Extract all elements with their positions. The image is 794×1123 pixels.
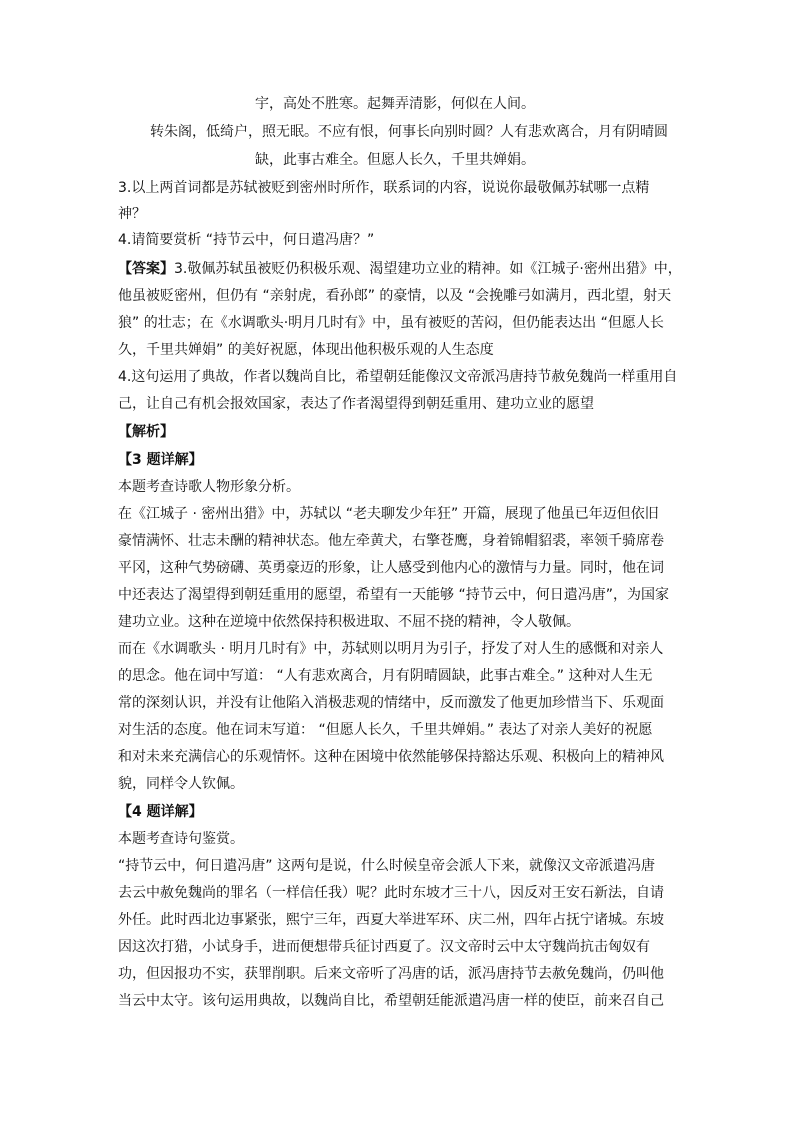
poem-line-3: 缺，此事古难全。但愿人长久，千里共婵娟。 xyxy=(255,152,535,168)
answer-line-1 xyxy=(118,256,682,282)
section-3-para-1-line-2: 豪情满怀、壮志未酬的精神状态。他左牵黄犬，右擎苍鹰，身着锦帽貂裘，率领千骑席卷 xyxy=(118,533,664,549)
section-3-para-1-line-3: 平冈，这种气势磅礴、英勇豪迈的形象，让人感受到他内心的激情与力量。同时，他在词 xyxy=(118,560,664,576)
question-3-line-1: 3.以上两首词都是苏轼被贬到密州时所作，联系词的内容，说说你最敬佩苏轼哪一点精 xyxy=(118,180,650,196)
answer-4-line-2: 己，让自己有机会报效国家，表达了作者渴望得到朝廷重用、建功立业的愿望 xyxy=(118,396,594,412)
section-4-para-line-4: 因这次打猎，小试身手，进而便想带兵征讨西夏了。汉文帝时云中太守魏尚抗击匈奴有 xyxy=(118,939,650,955)
section-3-para-1-line-5: 建功立业。这种在逆境中依然保持积极进取、不屈不挠的精神，令人敬佩。 xyxy=(118,614,580,630)
answer-3-line-4: 久，千里共婵娟” 的美好祝愿，体现出他积极乐观的人生态度 xyxy=(118,342,494,358)
section-4-para-line-1: “持节云中，何日遣冯唐” 这两句是说，什么时候皇帝会派人下来，就像汉文帝派遣冯唐 xyxy=(118,858,655,874)
section-3-para-2-line-6: 貌，同样令人钦佩。 xyxy=(118,776,244,792)
poem-line-2: 转朱阁，低绮户，照无眠。不应有恨，何事长向别时圆？人有悲欢离合，月有阴晴圆 xyxy=(150,124,668,140)
section-4-para-line-5: 功，但因报功不实，获罪削职。后来文帝听了冯唐的话，派冯唐持节去赦免魏尚，仍叫他 xyxy=(118,966,664,982)
section-3-para-2-line-2: 的思念。他在词中写道： “人有悲欢离合，月有阴晴圆缺，此事古难全。” 这种对人生无 xyxy=(118,668,653,684)
answer-4-line-1: 4.这句运用了典故，作者以魏尚自比，希望朝廷能像汉文帝派冯唐持节赦免魏尚一样重用自 xyxy=(118,369,678,385)
section-4-intro: 本题考查诗句鉴赏。 xyxy=(118,831,244,847)
section-3-para-1-line-4: 中还表达了渴望得到朝廷重用的愿望，希望有一天能够 “持节云中，何日遣冯唐”，为国家 xyxy=(118,587,669,603)
question-3-line-2: 神？ xyxy=(118,206,146,222)
section-3-para-2-line-1: 而在《水调歌头 · 明月几时有》中，苏轼则以明月为引子，抒发了对人生的感慨和对亲人 xyxy=(118,641,664,657)
section-3-para-2-line-5: 和对未来充满信心的乐观情怀。这种在困境中依然能够保持豁达乐观、积极向上的精神风 xyxy=(118,749,664,765)
section-4-para-line-6: 当云中太守。该句运用典故，以魏尚自比，希望朝廷能派遣冯唐一样的使臣，前来召自己 xyxy=(118,993,664,1009)
answer-3-text: 3.敬佩苏轼虽被贬仍积极乐观、渴望建功立业的精神。如《江城子·密州出猎》中， xyxy=(174,261,682,277)
section-4-para-line-2: 去云中赦免魏尚的罪名（一样信任我）呢？此时东坡才三十八，因反对王安石新法，自请 xyxy=(118,885,664,901)
section-3-intro: 本题考查诗歌人物形象分析。 xyxy=(118,479,300,495)
question-4: 4.请简要赏析 “持节云中，何日遣冯唐？” xyxy=(118,232,375,248)
answer-label: 【答案】 xyxy=(118,261,174,277)
answer-3-line-3: 狼” 的壮志；在《水调歌头·明月几时有》中，虽有被贬的苦闷，但仍能表达出 “但愿人长 xyxy=(118,315,664,331)
analysis-label: 【解析】 xyxy=(118,424,174,440)
section-3-para-1-line-1: 在《江城子 · 密州出猎》中，苏轼以 “老夫聊发少年狂” 开篇，展现了他虽已年迈但依旧 xyxy=(118,506,659,522)
section-4-para-line-3: 外任。此时西北边事紧张，熙宁三年，西夏大举进军环、庆二州，四年占抚宁诸城。东坡 xyxy=(118,912,664,928)
poem-line-1: 宇，高处不胜寒。起舞弄清影，何似在人间。 xyxy=(255,96,535,112)
section-3-para-2-line-4: 对生活的态度。他在词末写道： “但愿人长久，千里共婵娟。” 表达了对亲人美好的祝愿 xyxy=(118,722,653,738)
section-4-label: 【4 题详解】 xyxy=(118,804,203,820)
answer-3-line-2: 他虽被贬密州，但仍有 “亲射虎，看孙郎” 的豪情，以及 “会挽雕弓如满月，西北望，射天 xyxy=(118,288,672,304)
section-3-para-2-line-3: 常的深刻认识，并没有让他陷入消极悲观的情绪中，反而激发了他更加珍惜当下、乐观面 xyxy=(118,695,664,711)
section-3-label: 【3 题详解】 xyxy=(118,452,203,468)
